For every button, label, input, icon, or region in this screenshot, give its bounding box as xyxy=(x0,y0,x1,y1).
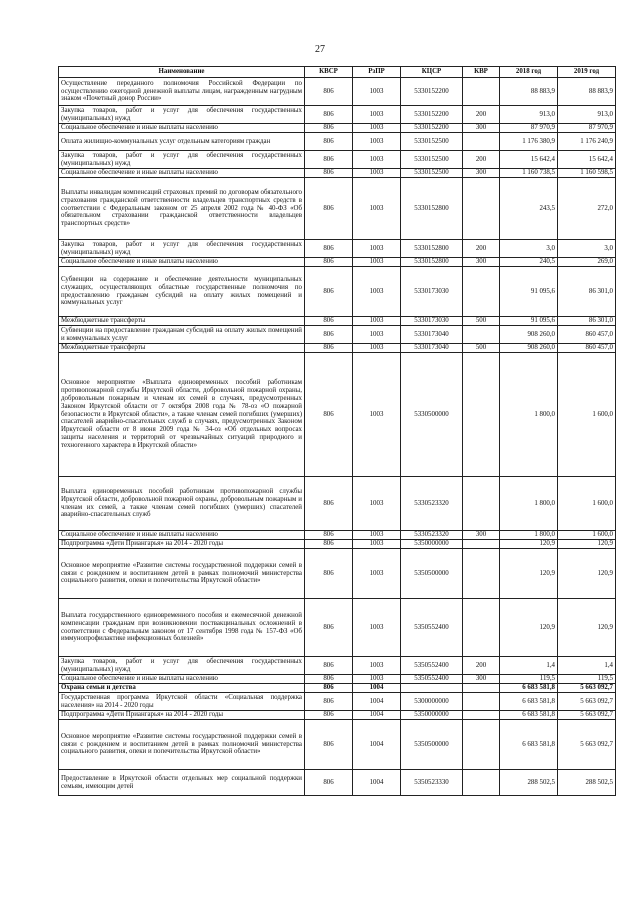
cell-kvsr: 806 xyxy=(305,151,353,169)
cell-2019: 5 663 092,7 xyxy=(558,720,616,770)
cell-name: Государственная программа Иркутской области «Социальная поддержка населения» на 2014 - 2020 годы xyxy=(59,693,305,711)
cell-2018: 913,0 xyxy=(500,106,558,124)
cell-name: Выплата государственного единовременного пособия и ежемесячной денежной компенсации гражданам при возникновении поствакцинальных осложнений в соответствии с Федеральным законом от 17 сентября 1998 года № 157-ФЗ «Об иммунопрофилактике инфекционных болезней» xyxy=(59,599,305,657)
cell-kcsr: 5330152200 xyxy=(401,78,463,106)
cell-kvsr: 806 xyxy=(305,675,353,684)
cell-2019: 5 663 092,7 xyxy=(558,693,616,711)
table-row xyxy=(59,317,616,326)
cell-kcsr: 5330152200 xyxy=(401,124,463,133)
table-row xyxy=(59,178,616,240)
cell-name: Закупка товаров, работ и услуг для обеспечения государственных (муниципальных) нужд xyxy=(59,106,305,124)
cell-rzpr: 1004 xyxy=(353,711,401,720)
page-number: 27 xyxy=(315,44,325,55)
cell-kvr xyxy=(463,711,500,720)
cell-kvsr: 806 xyxy=(305,549,353,599)
cell-name: Закупка товаров, работ и услуг для обеспечения государственных (муниципальных) нужд xyxy=(59,240,305,258)
cell-name: Основное мероприятие «Выплата единовременных пособий работникам противопожарной службы Иркутской области, добровольной пожарной охраны, добровольным пожарным и членам их семей в случаях, предусмотренных Законом Иркутской области от 7 октября 2008 года № 78-оз «О пожарной безопасности в Иркутской области», а также членам семей погибших (умерших) спасателей аварийно-спасательных служб в случаях, предусмотренных Законом Иркутской области от 8 июня 2009 года № 34-оз «Об отдельных вопросах защиты населения и территорий от чрезвычайных ситуаций природного и техногенного характера в Иркутской области» xyxy=(59,353,305,477)
cell-kvr: 300 xyxy=(463,531,500,540)
cell-kvr xyxy=(463,326,500,344)
cell-rzpr: 1003 xyxy=(353,169,401,178)
cell-kvsr: 806 xyxy=(305,317,353,326)
cell-kcsr: 5350552400 xyxy=(401,657,463,675)
cell-kvr: 200 xyxy=(463,151,500,169)
cell-kcsr: 5330173040 xyxy=(401,344,463,353)
cell-kcsr: 5350000000 xyxy=(401,540,463,549)
cell-2018: 3,0 xyxy=(500,240,558,258)
table-row xyxy=(59,531,616,540)
cell-kvsr: 806 xyxy=(305,178,353,240)
cell-2018: 120,9 xyxy=(500,540,558,549)
table-body xyxy=(59,78,616,796)
table-row xyxy=(59,770,616,796)
cell-rzpr: 1003 xyxy=(353,540,401,549)
cell-2018: 240,5 xyxy=(500,258,558,267)
cell-2018: 120,9 xyxy=(500,599,558,657)
cell-rzpr: 1003 xyxy=(353,106,401,124)
cell-name: Социальное обеспечение и иные выплаты населению xyxy=(59,258,305,267)
cell-2019: 119,5 xyxy=(558,675,616,684)
cell-2018: 1 800,0 xyxy=(500,353,558,477)
cell-kvsr: 806 xyxy=(305,326,353,344)
cell-kcsr: 5330523320 xyxy=(401,477,463,531)
cell-rzpr: 1004 xyxy=(353,684,401,693)
table-row xyxy=(59,106,616,124)
cell-kvsr: 806 xyxy=(305,720,353,770)
table-row xyxy=(59,684,616,693)
cell-kvsr: 806 xyxy=(305,133,353,151)
cell-kvsr: 806 xyxy=(305,353,353,477)
cell-kvsr: 806 xyxy=(305,711,353,720)
table-row xyxy=(59,675,616,684)
cell-kvsr: 806 xyxy=(305,267,353,317)
cell-2019: 5 663 092,7 xyxy=(558,684,616,693)
cell-kvsr: 806 xyxy=(305,124,353,133)
table-row xyxy=(59,240,616,258)
table-row xyxy=(59,267,616,317)
cell-2019: 15 642,4 xyxy=(558,151,616,169)
cell-kvr: 300 xyxy=(463,124,500,133)
table-row xyxy=(59,720,616,770)
cell-2019: 1 160 598,5 xyxy=(558,169,616,178)
cell-2019: 272,0 xyxy=(558,178,616,240)
table-row xyxy=(59,344,616,353)
cell-2019: 1 176 240,9 xyxy=(558,133,616,151)
cell-2019: 1 600,0 xyxy=(558,353,616,477)
cell-2018: 908 260,0 xyxy=(500,326,558,344)
cell-name: Межбюджетные трансферты xyxy=(59,344,305,353)
table-row xyxy=(59,326,616,344)
cell-kcsr: 5350523330 xyxy=(401,770,463,796)
cell-kcsr: 5330152500 xyxy=(401,133,463,151)
cell-rzpr: 1003 xyxy=(353,675,401,684)
cell-name: Закупка товаров, работ и услуг для обеспечения государственных (муниципальных) нужд xyxy=(59,151,305,169)
cell-kvsr: 806 xyxy=(305,477,353,531)
cell-name: Социальное обеспечение и иные выплаты населению xyxy=(59,124,305,133)
cell-name: Оплата жилищно-коммунальных услуг отдельным категориям граждан xyxy=(59,133,305,151)
header-kvsr: КВСР xyxy=(305,67,353,78)
cell-2018: 1 800,0 xyxy=(500,477,558,531)
table-row xyxy=(59,258,616,267)
cell-name: Выплата единовременных пособий работникам противопожарной службы Иркутской области, добровольной пожарной охраны, добровольным пожарным и членам их семей, а также членам семей погибших (умерших) спасателей аварийно-спасательных служб xyxy=(59,477,305,531)
cell-name: Социальное обеспечение и иные выплаты населению xyxy=(59,675,305,684)
cell-kvsr: 806 xyxy=(305,106,353,124)
table-row xyxy=(59,693,616,711)
cell-kvsr: 806 xyxy=(305,531,353,540)
cell-2018: 6 683 581,8 xyxy=(500,711,558,720)
cell-2018: 6 683 581,8 xyxy=(500,684,558,693)
table-row xyxy=(59,549,616,599)
cell-2019: 120,9 xyxy=(558,549,616,599)
cell-rzpr: 1003 xyxy=(353,151,401,169)
cell-kvr xyxy=(463,78,500,106)
cell-kvr xyxy=(463,133,500,151)
cell-2018: 120,9 xyxy=(500,549,558,599)
cell-kcsr: 5330523320 xyxy=(401,531,463,540)
cell-kvsr: 806 xyxy=(305,78,353,106)
table-row xyxy=(59,353,616,477)
cell-rzpr: 1003 xyxy=(353,133,401,151)
cell-rzpr: 1003 xyxy=(353,240,401,258)
cell-2018: 6 683 581,8 xyxy=(500,720,558,770)
cell-rzpr: 1003 xyxy=(353,317,401,326)
cell-2018: 1 160 738,5 xyxy=(500,169,558,178)
table-row xyxy=(59,124,616,133)
table-header-row xyxy=(59,67,616,78)
cell-kvr xyxy=(463,770,500,796)
cell-name: Предоставление в Иркутской области отдельных мер социальной поддержки семьям, имеющим детей xyxy=(59,770,305,796)
cell-kvsr: 806 xyxy=(305,599,353,657)
cell-kvsr: 806 xyxy=(305,770,353,796)
header-2019: 2019 год xyxy=(558,67,616,78)
cell-rzpr: 1004 xyxy=(353,720,401,770)
cell-kcsr: 5350552400 xyxy=(401,599,463,657)
cell-kcsr: 5330152500 xyxy=(401,169,463,178)
cell-2019: 120,9 xyxy=(558,599,616,657)
cell-name: Подпрограмма «Дети Приангарья» на 2014 - 2020 годы xyxy=(59,540,305,549)
cell-kvr xyxy=(463,549,500,599)
cell-rzpr: 1003 xyxy=(353,258,401,267)
cell-2019: 87 970,9 xyxy=(558,124,616,133)
table-row xyxy=(59,477,616,531)
cell-name: Социальное обеспечение и иные выплаты населению xyxy=(59,169,305,178)
cell-2019: 86 301,0 xyxy=(558,267,616,317)
cell-2019: 288 502,5 xyxy=(558,770,616,796)
header-kvr: КВР xyxy=(463,67,500,78)
header-2018: 2018 год xyxy=(500,67,558,78)
cell-2019: 913,0 xyxy=(558,106,616,124)
cell-name: Закупка товаров, работ и услуг для обеспечения государственных (муниципальных) нужд xyxy=(59,657,305,675)
cell-kcsr: 5330500000 xyxy=(401,353,463,477)
cell-name: Межбюджетные трансферты xyxy=(59,317,305,326)
cell-kcsr: 5330152500 xyxy=(401,151,463,169)
cell-kcsr: 5350552400 xyxy=(401,675,463,684)
cell-rzpr: 1003 xyxy=(353,78,401,106)
cell-kvr xyxy=(463,178,500,240)
cell-2018: 1 176 380,9 xyxy=(500,133,558,151)
cell-rzpr: 1003 xyxy=(353,124,401,133)
cell-name: Выплаты инвалидам компенсаций страховых премий по договорам обязательного страхования гражданской ответственности владельцев транспортных средств в соответствии с Федеральным законом от 25 апреля 2002 года № 40-ФЗ «Об обязательном страховании гражданской ответственности владельцев транспортных средств» xyxy=(59,178,305,240)
cell-kcsr: 5350500000 xyxy=(401,720,463,770)
cell-name: Субвенции на содержание и обеспечение деятельности муниципальных служащих, осуществляющих областные государственные полномочия по предоставлению гражданам субсидий на оплату жилых помещений и коммунальных услуг xyxy=(59,267,305,317)
cell-2019: 860 457,0 xyxy=(558,344,616,353)
cell-kcsr: 5300000000 xyxy=(401,693,463,711)
cell-2018: 87 970,9 xyxy=(500,124,558,133)
cell-kvr: 500 xyxy=(463,317,500,326)
cell-2018: 88 883,9 xyxy=(500,78,558,106)
cell-kcsr: 5330173030 xyxy=(401,267,463,317)
cell-kvsr: 806 xyxy=(305,684,353,693)
table-row xyxy=(59,133,616,151)
cell-rzpr: 1004 xyxy=(353,693,401,711)
header-rzpr: РзПР xyxy=(353,67,401,78)
cell-name: Подпрограмма «Дети Приангарья» на 2014 - 2020 годы xyxy=(59,711,305,720)
cell-2019: 3,0 xyxy=(558,240,616,258)
cell-2018: 6 683 581,8 xyxy=(500,693,558,711)
cell-kvr xyxy=(463,540,500,549)
cell-name: Основное мероприятие «Развитие системы государственной поддержки семей в связи с рождением и воспитанием детей в рамках полномочий министерства социального развития, опеки и попечительства Иркутской области» xyxy=(59,549,305,599)
cell-name: Охрана семьи и детства xyxy=(59,684,305,693)
cell-rzpr: 1003 xyxy=(353,344,401,353)
cell-kvr: 200 xyxy=(463,240,500,258)
cell-2018: 91 095,6 xyxy=(500,267,558,317)
cell-2018: 288 502,5 xyxy=(500,770,558,796)
cell-name: Субвенции на предоставление гражданам субсидий на оплату жилых помещений и коммунальных услуг xyxy=(59,326,305,344)
cell-kvr: 300 xyxy=(463,675,500,684)
cell-kvsr: 806 xyxy=(305,258,353,267)
cell-2019: 1,4 xyxy=(558,657,616,675)
table-row xyxy=(59,657,616,675)
cell-kvsr: 806 xyxy=(305,169,353,178)
cell-name: Социальное обеспечение и иные выплаты населению xyxy=(59,531,305,540)
cell-2018: 1 800,0 xyxy=(500,531,558,540)
cell-2018: 1,4 xyxy=(500,657,558,675)
cell-kvr xyxy=(463,353,500,477)
cell-kvr: 300 xyxy=(463,258,500,267)
cell-kcsr: 5330152800 xyxy=(401,240,463,258)
table-row xyxy=(59,599,616,657)
cell-rzpr: 1003 xyxy=(353,326,401,344)
cell-kvr: 200 xyxy=(463,106,500,124)
cell-name: Основное мероприятие «Развитие системы государственной поддержки семей в связи с рождением и воспитанием детей в рамках полномочий министерства социального развития, опеки и попечительства Иркутской области» xyxy=(59,720,305,770)
cell-kvr xyxy=(463,693,500,711)
cell-kvsr: 806 xyxy=(305,240,353,258)
cell-kcsr: 5330152800 xyxy=(401,258,463,267)
cell-kcsr: 5330152800 xyxy=(401,178,463,240)
header-kcsr: КЦСР xyxy=(401,67,463,78)
table-row xyxy=(59,711,616,720)
cell-rzpr: 1004 xyxy=(353,770,401,796)
cell-kvr xyxy=(463,477,500,531)
cell-kcsr xyxy=(401,684,463,693)
cell-rzpr: 1003 xyxy=(353,178,401,240)
cell-kvsr: 806 xyxy=(305,540,353,549)
cell-kvr xyxy=(463,599,500,657)
cell-kvsr: 806 xyxy=(305,693,353,711)
cell-rzpr: 1003 xyxy=(353,477,401,531)
cell-2018: 15 642,4 xyxy=(500,151,558,169)
cell-kcsr: 5350000000 xyxy=(401,711,463,720)
cell-kvsr: 806 xyxy=(305,344,353,353)
cell-rzpr: 1003 xyxy=(353,657,401,675)
cell-2019: 1 600,0 xyxy=(558,477,616,531)
cell-2019: 86 301,0 xyxy=(558,317,616,326)
cell-kvr: 300 xyxy=(463,169,500,178)
cell-2019: 120,9 xyxy=(558,540,616,549)
table-row xyxy=(59,151,616,169)
cell-2019: 88 883,9 xyxy=(558,78,616,106)
cell-rzpr: 1003 xyxy=(353,531,401,540)
cell-kcsr: 5330173040 xyxy=(401,326,463,344)
cell-rzpr: 1003 xyxy=(353,267,401,317)
cell-2019: 1 600,0 xyxy=(558,531,616,540)
cell-2018: 91 095,6 xyxy=(500,317,558,326)
cell-2019: 860 457,0 xyxy=(558,326,616,344)
cell-name: Осуществление переданного полномочия Российской Федерации по осуществлению ежегодной денежной выплаты лицам, награжденным нагрудным знаком «Почетный донор России» xyxy=(59,78,305,106)
cell-kcsr: 5350500000 xyxy=(401,549,463,599)
cell-2018: 243,5 xyxy=(500,178,558,240)
cell-2019: 5 663 092,7 xyxy=(558,711,616,720)
cell-kcsr: 5330152200 xyxy=(401,106,463,124)
budget-table xyxy=(58,66,616,796)
cell-kvr: 200 xyxy=(463,657,500,675)
cell-kvr xyxy=(463,267,500,317)
table-row xyxy=(59,169,616,178)
cell-rzpr: 1003 xyxy=(353,549,401,599)
cell-kvr xyxy=(463,684,500,693)
cell-rzpr: 1003 xyxy=(353,353,401,477)
table-row xyxy=(59,78,616,106)
header-name: Наименование xyxy=(59,67,305,78)
cell-rzpr: 1003 xyxy=(353,599,401,657)
cell-2019: 269,0 xyxy=(558,258,616,267)
cell-kcsr: 5330173030 xyxy=(401,317,463,326)
cell-2018: 908 260,0 xyxy=(500,344,558,353)
cell-kvr xyxy=(463,720,500,770)
table-row xyxy=(59,540,616,549)
cell-kvr: 500 xyxy=(463,344,500,353)
cell-2018: 119,5 xyxy=(500,675,558,684)
cell-kvsr: 806 xyxy=(305,657,353,675)
